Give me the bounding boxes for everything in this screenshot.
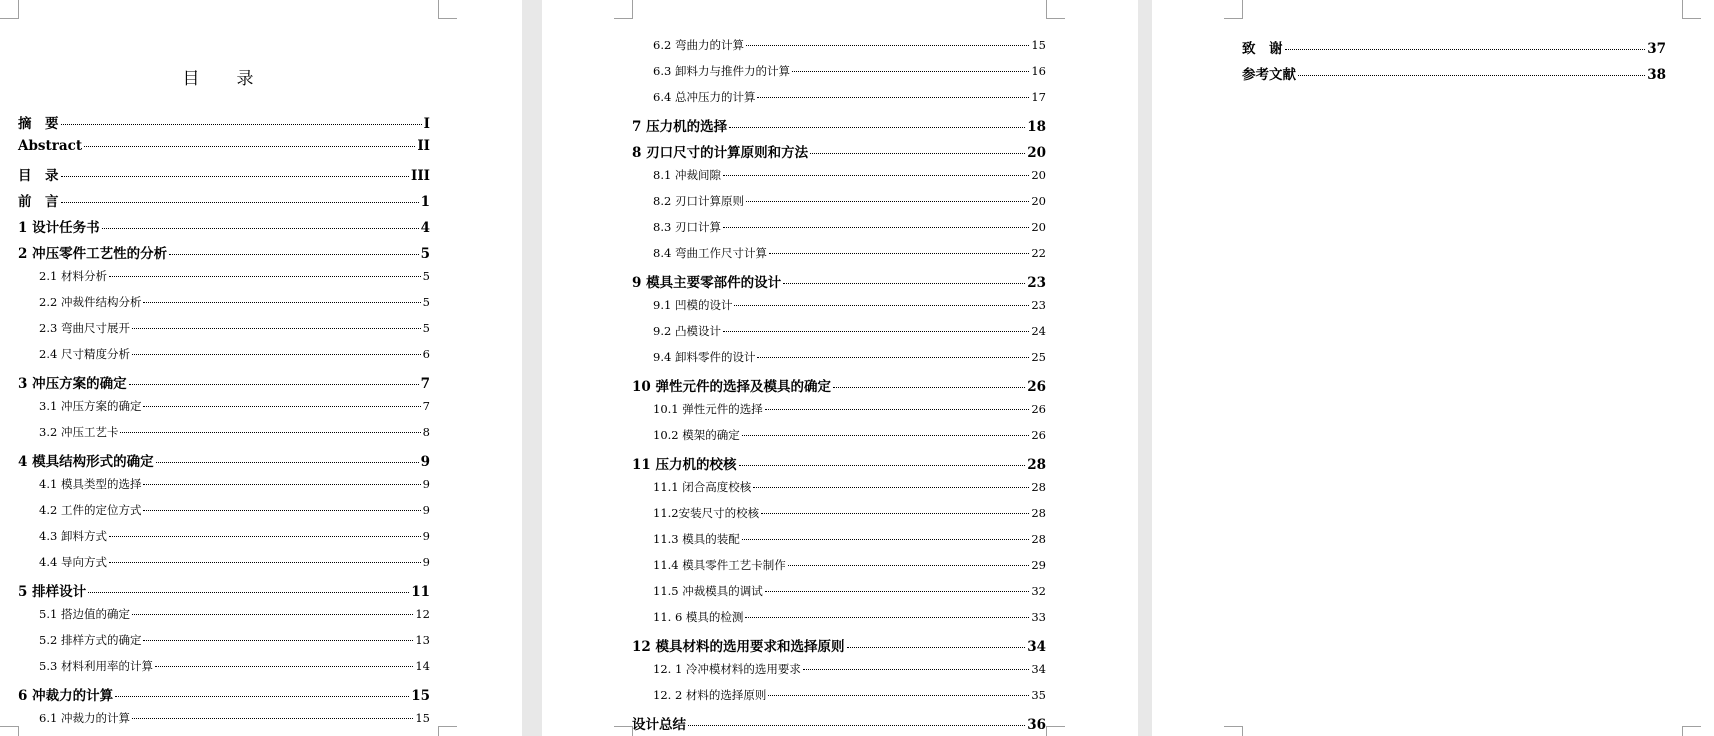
toc-page-number: 5 xyxy=(422,269,430,283)
crop-mark xyxy=(614,726,633,736)
toc-entry[interactable] xyxy=(18,658,430,684)
toc-leader-dots xyxy=(768,695,1029,696)
toc-entry[interactable] xyxy=(632,63,1046,89)
toc-page-number: 35 xyxy=(1031,688,1046,702)
toc-entry[interactable] xyxy=(632,687,1046,713)
toc-page-number: 15 xyxy=(1031,38,1046,52)
toc-leader-dots xyxy=(109,562,421,563)
toc-title: 目 录 xyxy=(182,69,264,89)
toc-entry-title: 4.3 卸料方式 xyxy=(39,529,107,543)
toc-entry[interactable] xyxy=(632,531,1046,557)
toc-leader-dots xyxy=(788,565,1030,566)
toc-entry[interactable] xyxy=(632,505,1046,531)
toc-page-number: 24 xyxy=(1031,324,1046,338)
toc-leader-dots xyxy=(734,305,1029,306)
toc-entry-title: 前 言 xyxy=(18,194,59,210)
toc-entry[interactable] xyxy=(632,115,1046,141)
toc-entry[interactable] xyxy=(18,632,430,658)
toc-entry[interactable] xyxy=(18,242,430,268)
toc-entry[interactable] xyxy=(632,583,1046,609)
toc-entry[interactable] xyxy=(632,635,1046,661)
toc-page-number: I xyxy=(423,116,430,132)
toc-entry[interactable] xyxy=(18,710,430,736)
toc-page-number: 9 xyxy=(422,503,430,517)
toc-entry-title: 3.2 冲压工艺卡 xyxy=(39,425,119,439)
crop-mark xyxy=(614,0,633,19)
crop-mark xyxy=(1682,0,1701,19)
toc-entry-title: 2.1 材料分析 xyxy=(39,269,107,283)
toc-entry-title: 11.5 冲裁模具的调试 xyxy=(653,584,763,598)
toc-page-number: 5 xyxy=(422,321,430,335)
toc-page-number: 20 xyxy=(1031,168,1046,182)
toc-entry[interactable] xyxy=(18,372,430,398)
toc-entry[interactable] xyxy=(18,476,430,502)
toc-entry[interactable] xyxy=(18,424,430,450)
toc-entry-title: 5.2 排样方式的确定 xyxy=(39,633,142,647)
toc-entry[interactable] xyxy=(632,141,1046,167)
toc-leader-dots xyxy=(757,97,1029,98)
toc-entry-title: 9.2 凸模设计 xyxy=(653,324,721,338)
toc-leader-dots xyxy=(102,228,419,229)
toc-entry[interactable] xyxy=(632,193,1046,219)
toc-entry-title: 10.2 模架的确定 xyxy=(653,428,740,442)
toc-entry[interactable] xyxy=(632,661,1046,687)
toc-leader-dots xyxy=(723,175,1029,176)
crop-mark xyxy=(1682,726,1701,736)
toc-entry[interactable] xyxy=(632,375,1046,401)
toc-page-number: 18 xyxy=(1027,119,1046,135)
toc-entry-title: 5.1 搭边值的确定 xyxy=(39,607,130,621)
document-page-1 xyxy=(0,0,522,736)
toc-leader-dots xyxy=(723,331,1029,332)
toc-page-number: 26 xyxy=(1031,428,1046,442)
toc-page-number: 7 xyxy=(420,376,430,392)
toc-page-number: 7 xyxy=(422,399,430,413)
toc-entry[interactable] xyxy=(18,294,430,320)
toc-leader-dots xyxy=(1285,49,1646,50)
toc-leader-dots xyxy=(109,276,421,277)
toc-page-number: 20 xyxy=(1031,220,1046,234)
toc-entry-title: 4 模具结构形式的确定 xyxy=(18,454,154,470)
toc-entry[interactable] xyxy=(18,268,430,294)
toc-entry-title: 11.2安装尺寸的校核 xyxy=(653,506,760,520)
toc-entry[interactable] xyxy=(18,580,430,606)
toc-entry[interactable] xyxy=(632,479,1046,505)
toc-entry-title: 6 冲裁力的计算 xyxy=(18,688,114,704)
toc-leader-dots xyxy=(132,614,413,615)
toc-list-page-2 xyxy=(632,37,1046,736)
toc-entry[interactable] xyxy=(18,164,430,190)
toc-page-number: 34 xyxy=(1031,662,1046,676)
toc-leader-dots xyxy=(120,432,420,433)
toc-leader-dots xyxy=(61,124,422,125)
toc-leader-dots xyxy=(757,357,1029,358)
toc-leader-dots xyxy=(761,513,1029,514)
crop-mark xyxy=(0,0,19,19)
toc-page-number: 28 xyxy=(1031,506,1046,520)
toc-entry-title: 5 排样设计 xyxy=(18,584,87,600)
toc-entry-title: 11 压力机的校核 xyxy=(632,457,737,473)
toc-entry[interactable] xyxy=(18,398,430,424)
toc-entry-title: 1 设计任务书 xyxy=(18,220,100,236)
toc-leader-dots xyxy=(132,354,421,355)
toc-entry-title: 3.1 冲压方案的确定 xyxy=(39,399,142,413)
toc-entry-title: 12 模具材料的选用要求和选择原则 xyxy=(632,639,845,655)
toc-page-number: 4 xyxy=(420,220,430,236)
toc-page-number: 22 xyxy=(1031,246,1046,260)
toc-entry-title: 10.1 弹性元件的选择 xyxy=(653,402,763,416)
toc-entry-title: 6.4 总冲压力的计算 xyxy=(653,90,756,104)
toc-entry-title: 8.2 刃口计算原则 xyxy=(653,194,744,208)
toc-page-number: 20 xyxy=(1031,194,1046,208)
toc-page-number: 28 xyxy=(1031,480,1046,494)
toc-page-number: 15 xyxy=(411,688,430,704)
toc-page-number: 28 xyxy=(1027,457,1046,473)
toc-entry-title: 9 模具主要零部件的设计 xyxy=(632,275,782,291)
toc-leader-dots xyxy=(742,539,1030,540)
toc-list-page-3 xyxy=(1242,37,1666,89)
toc-page-number: 1 xyxy=(420,194,430,210)
toc-entry[interactable] xyxy=(632,401,1046,427)
toc-entry[interactable] xyxy=(632,609,1046,635)
toc-entry-title: Abstract xyxy=(18,138,83,154)
toc-entry-title: 10 弹性元件的选择及模具的确定 xyxy=(632,379,831,395)
toc-leader-dots xyxy=(109,536,421,537)
toc-entry-title: 设计总结 xyxy=(632,717,686,733)
toc-entry[interactable] xyxy=(18,346,430,372)
toc-leader-dots xyxy=(132,718,413,719)
toc-page-number: 11 xyxy=(411,584,430,600)
toc-leader-dots xyxy=(847,647,1026,648)
toc-entry[interactable] xyxy=(18,606,430,632)
toc-page-number: 32 xyxy=(1031,584,1046,598)
toc-entry-title: 7 压力机的选择 xyxy=(632,119,728,135)
toc-entry-title: 摘 要 xyxy=(18,116,59,132)
toc-page-number: 23 xyxy=(1027,275,1046,291)
toc-entry[interactable] xyxy=(632,219,1046,245)
toc-entry-title: 目 录 xyxy=(18,168,59,184)
crop-mark xyxy=(438,0,457,19)
toc-entry-title: 3 冲压方案的确定 xyxy=(18,376,127,392)
toc-leader-dots xyxy=(143,302,420,303)
toc-leader-dots xyxy=(132,328,421,329)
toc-entry-title: 2.4 尺寸精度分析 xyxy=(39,347,130,361)
toc-leader-dots xyxy=(115,696,409,697)
toc-entry[interactable] xyxy=(1242,63,1666,89)
toc-page-number: 12 xyxy=(415,607,430,621)
crop-mark xyxy=(0,726,19,736)
toc-entry-title: 6.3 卸料力与推件力的计算 xyxy=(653,64,790,78)
toc-entry[interactable] xyxy=(18,190,430,216)
toc-entry[interactable] xyxy=(632,271,1046,297)
toc-leader-dots xyxy=(61,176,410,177)
document-page-3 xyxy=(1152,0,1714,736)
toc-entry-title: 12. 1 冷冲模材料的选用要求 xyxy=(653,662,801,676)
toc-entry-title: 11.4 模具零件工艺卡制作 xyxy=(653,558,786,572)
toc-leader-dots xyxy=(746,201,1029,202)
toc-page-number: II xyxy=(417,138,430,154)
toc-entry-title: 4.4 导向方式 xyxy=(39,555,107,569)
toc-leader-dots xyxy=(143,510,420,511)
toc-entry[interactable] xyxy=(632,89,1046,115)
toc-page-number: 9 xyxy=(422,529,430,543)
toc-entry[interactable] xyxy=(18,502,430,528)
toc-page-number: 8 xyxy=(422,425,430,439)
toc-leader-dots xyxy=(769,253,1029,254)
toc-page-number: 9 xyxy=(422,477,430,491)
toc-leader-dots xyxy=(1298,75,1645,76)
toc-page-number: 14 xyxy=(415,659,430,673)
toc-entry[interactable] xyxy=(18,216,430,242)
toc-entry-title: 4.1 模具类型的选择 xyxy=(39,477,142,491)
toc-page-number: 36 xyxy=(1027,717,1046,733)
toc-entry-title: 2.2 冲裁件结构分析 xyxy=(39,295,142,309)
toc-entry[interactable] xyxy=(18,684,430,710)
toc-entry-title: 致 谢 xyxy=(1242,41,1283,57)
toc-leader-dots xyxy=(156,462,419,463)
toc-leader-dots xyxy=(833,387,1025,388)
toc-leader-dots xyxy=(688,725,1025,726)
toc-leader-dots xyxy=(739,465,1026,466)
toc-leader-dots xyxy=(88,592,409,593)
toc-leader-dots xyxy=(143,406,420,407)
toc-entry[interactable] xyxy=(632,557,1046,583)
toc-entry-title: 11. 6 模具的检测 xyxy=(653,610,744,624)
crop-mark xyxy=(1046,0,1065,19)
crop-mark xyxy=(1224,0,1243,19)
toc-entry-title: 2 冲压零件工艺性的分析 xyxy=(18,246,168,262)
toc-leader-dots xyxy=(765,409,1030,410)
toc-entry[interactable] xyxy=(632,167,1046,193)
toc-entry-title: 9.4 卸料零件的设计 xyxy=(653,350,756,364)
toc-leader-dots xyxy=(84,146,415,147)
toc-leader-dots xyxy=(169,254,419,255)
crop-mark xyxy=(1224,726,1243,736)
toc-page-number: 5 xyxy=(422,295,430,309)
toc-leader-dots xyxy=(723,227,1029,228)
toc-entry-title: 8.1 冲裁间隙 xyxy=(653,168,721,182)
toc-page-number: 17 xyxy=(1031,90,1046,104)
toc-entry-title: 9.1 凹模的设计 xyxy=(653,298,733,312)
toc-leader-dots xyxy=(143,640,413,641)
toc-page-number: 20 xyxy=(1027,145,1046,161)
toc-entry-title: 6.2 弯曲力的计算 xyxy=(653,38,744,52)
toc-entry-title: 8.3 刃口计算 xyxy=(653,220,721,234)
toc-list-page-1 xyxy=(18,112,430,736)
toc-entry[interactable] xyxy=(632,297,1046,323)
toc-page-number: 26 xyxy=(1027,379,1046,395)
toc-page-number: 13 xyxy=(415,633,430,647)
toc-page-number: 26 xyxy=(1031,402,1046,416)
toc-entry-title: 11.3 模具的装配 xyxy=(653,532,740,546)
toc-entry[interactable] xyxy=(18,528,430,554)
toc-entry[interactable] xyxy=(632,37,1046,63)
toc-leader-dots xyxy=(810,153,1025,154)
toc-entry-title: 6.1 冲裁力的计算 xyxy=(39,711,130,725)
toc-page-number: 37 xyxy=(1647,41,1666,57)
toc-entry[interactable] xyxy=(18,450,430,476)
toc-entry[interactable] xyxy=(18,554,430,580)
toc-entry-title: 12. 2 材料的选择原则 xyxy=(653,688,767,702)
toc-page-number: 16 xyxy=(1031,64,1046,78)
toc-page-number: 15 xyxy=(415,711,430,725)
toc-leader-dots xyxy=(745,617,1029,618)
toc-page-number: 23 xyxy=(1031,298,1046,312)
toc-entry-title: 8 刃口尺寸的计算原则和方法 xyxy=(632,145,809,161)
toc-entry[interactable] xyxy=(18,138,430,164)
toc-entry-title: 2.3 弯曲尺寸展开 xyxy=(39,321,130,335)
toc-entry[interactable] xyxy=(632,245,1046,271)
toc-page-number: 28 xyxy=(1031,532,1046,546)
toc-entry[interactable] xyxy=(18,112,430,138)
toc-leader-dots xyxy=(729,127,1025,128)
toc-leader-dots xyxy=(61,202,419,203)
toc-entry-title: 8.4 弯曲工作尺寸计算 xyxy=(653,246,767,260)
toc-page-number: 29 xyxy=(1031,558,1046,572)
toc-entry[interactable] xyxy=(1242,37,1666,63)
toc-page-number: 6 xyxy=(422,347,430,361)
toc-page-number: 9 xyxy=(420,454,430,470)
toc-entry-title: 参考文献 xyxy=(1242,67,1296,83)
toc-page-number: 38 xyxy=(1647,67,1666,83)
toc-entry-title: 11.1 闭合高度校核 xyxy=(653,480,752,494)
toc-entry[interactable] xyxy=(632,349,1046,375)
toc-entry[interactable] xyxy=(632,427,1046,453)
toc-leader-dots xyxy=(742,435,1030,436)
toc-page-number: 34 xyxy=(1027,639,1046,655)
toc-leader-dots xyxy=(746,45,1029,46)
toc-entry-title: 5.3 材料利用率的计算 xyxy=(39,659,153,673)
toc-leader-dots xyxy=(803,669,1029,670)
crop-mark xyxy=(438,726,457,736)
toc-entry[interactable] xyxy=(18,320,430,346)
toc-leader-dots xyxy=(143,484,420,485)
toc-page-number: 9 xyxy=(422,555,430,569)
toc-page-number: III xyxy=(411,168,430,184)
toc-entry-title: 4.2 工件的定位方式 xyxy=(39,503,142,517)
document-page-2 xyxy=(542,0,1138,736)
toc-entry[interactable] xyxy=(632,323,1046,349)
crop-mark xyxy=(1046,726,1065,736)
toc-leader-dots xyxy=(783,283,1025,284)
toc-leader-dots xyxy=(792,71,1029,72)
toc-leader-dots xyxy=(753,487,1029,488)
toc-page-number: 5 xyxy=(420,246,430,262)
toc-entry[interactable] xyxy=(632,713,1046,736)
toc-leader-dots xyxy=(765,591,1030,592)
toc-leader-dots xyxy=(155,666,413,667)
toc-leader-dots xyxy=(129,384,419,385)
toc-page-number: 33 xyxy=(1031,610,1046,624)
toc-page-number: 25 xyxy=(1031,350,1046,364)
toc-entry[interactable] xyxy=(632,453,1046,479)
